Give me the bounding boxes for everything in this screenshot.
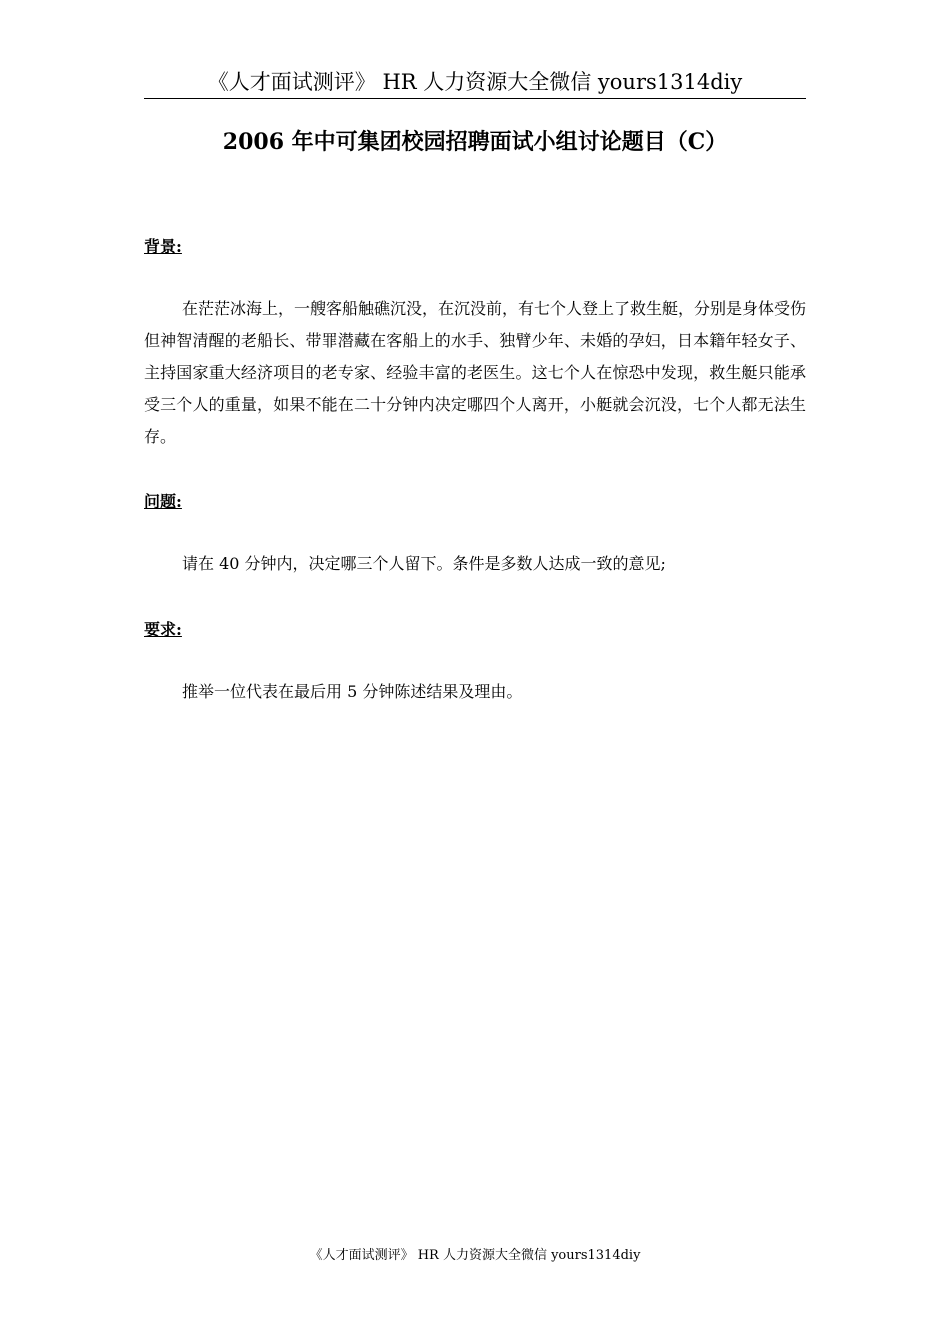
section-label-requirement: 要求:: [144, 620, 182, 639]
document-title: 2006 年中可集团校园招聘面试小组讨论题目（C）: [222, 129, 728, 155]
page-header: 《人才面试测评》 HR 人力资源大全微信 yours1314diy: [144, 66, 806, 99]
page-footer: 《人才面试测评》 HR 人力资源大全微信 yours1314diy: [309, 1248, 641, 1263]
section-label-question: 问题:: [144, 492, 182, 511]
section-label-background: 背景:: [144, 237, 182, 256]
section-body-background: 在茫茫冰海上，一艘客船触礁沉没，在沉没前，有七个人登上了救生艇，分别是身体受伤但神智清醒的老船长、带罪潜藏在客船上的水手、独臂少年、未婚的孕妇，日本籍年轻女子、主持国家重大经济项目的老专家、经验丰富的老医生。这七个人在惊恐中发现，救生艇只能承受三个人的重量，如果不能在二十分钟内决定哪四个人离开，小艇就会沉没，七个人都无法生存。: [144, 299, 807, 446]
section-body-question: 请在 40 分钟内，决定哪三个人留下。条件是多数人达成一致的意见;: [182, 554, 666, 573]
section-body-requirement: 推举一位代表在最后用 5 分钟陈述结果及理由。: [182, 682, 523, 701]
